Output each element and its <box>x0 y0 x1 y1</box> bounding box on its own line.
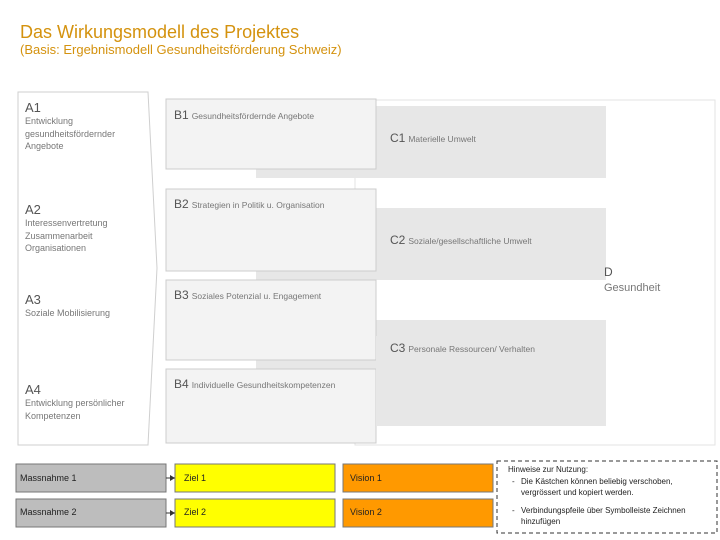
b4-code: B4 <box>174 377 189 391</box>
page-title: Das Wirkungsmodell des Projektes <box>20 22 300 42</box>
c3-text: Personale Ressourcen/ Verhalten <box>408 344 535 354</box>
c2-label[interactable] <box>390 233 532 247</box>
hint-item-1-text: Die Kästchen können beliebig verschoben, vergrössert und kopiert werden. <box>521 476 673 497</box>
b1-text: Gesundheitsfördernde Angebote <box>191 111 315 121</box>
ziel-1-label[interactable]: Ziel 1 <box>184 473 207 483</box>
b3-code: B3 <box>174 288 189 302</box>
a2-desc: Interessenvertretung Zusammenarbeit Organisationen <box>25 218 108 253</box>
a4-code: A4 <box>25 382 41 397</box>
a4-block <box>25 382 125 422</box>
a1-block <box>25 100 145 153</box>
b1-code: B1 <box>174 108 189 122</box>
page-subtitle: (Basis: Ergebnismodell Gesundheitsförderung Schweiz) <box>20 42 342 57</box>
a4-desc: Entwicklung persönlicher Kompetenzen <box>25 398 125 421</box>
b2-label[interactable] <box>174 197 324 211</box>
c3-code: C3 <box>390 341 406 355</box>
b2-code: B2 <box>174 197 189 211</box>
a1-desc: Entwicklung gesundheitsfördernder Angebote <box>25 116 116 151</box>
b1-label[interactable] <box>174 108 314 122</box>
hint-item-2: - Verbindungspfeile über Symbolleiste Zeichnen hinzufügen <box>508 505 713 528</box>
hints-content <box>508 464 713 528</box>
a3-block <box>25 292 150 320</box>
hint-item-2-text: Verbindungspfeile über Symbolleiste Zeichnen hinzufügen <box>521 505 686 526</box>
a1-code: A1 <box>25 100 41 115</box>
c2-code: C2 <box>390 233 406 247</box>
c1-label[interactable] <box>390 131 476 145</box>
c1-text: Materielle Umwelt <box>408 134 476 144</box>
vision-2-label[interactable]: Vision 2 <box>350 507 382 517</box>
c3-label[interactable] <box>390 341 535 355</box>
a3-desc: Soziale Mobilisierung <box>25 308 111 318</box>
a3-code: A3 <box>25 292 41 307</box>
hints-title: Hinweise zur Nutzung: <box>508 465 589 474</box>
ziel-2-label[interactable]: Ziel 2 <box>184 507 207 517</box>
vision-1-label[interactable]: Vision 1 <box>350 473 382 483</box>
b4-text: Individuelle Gesundheitskompetenzen <box>191 380 336 390</box>
b2-text: Strategien in Politik u. Organisation <box>191 200 325 210</box>
massnahme-2-label[interactable]: Massnahme 2 <box>20 507 77 517</box>
b3-text: Soziales Potenzial u. Engagement <box>191 291 322 301</box>
a2-block <box>25 202 145 255</box>
a2-code: A2 <box>25 202 41 217</box>
hint-item-1: - Die Kästchen können beliebig verschoben, vergrössert und kopiert werden. <box>508 476 713 499</box>
d-code: D <box>604 265 613 279</box>
massnahme-1-label[interactable]: Massnahme 1 <box>20 473 77 483</box>
c2-text: Soziale/gesellschaftliche Umwelt <box>408 236 532 246</box>
c1-code: C1 <box>390 131 406 145</box>
b4-label[interactable] <box>174 377 335 391</box>
d-label: Gesundheit <box>604 282 661 294</box>
b3-label[interactable] <box>174 288 321 302</box>
